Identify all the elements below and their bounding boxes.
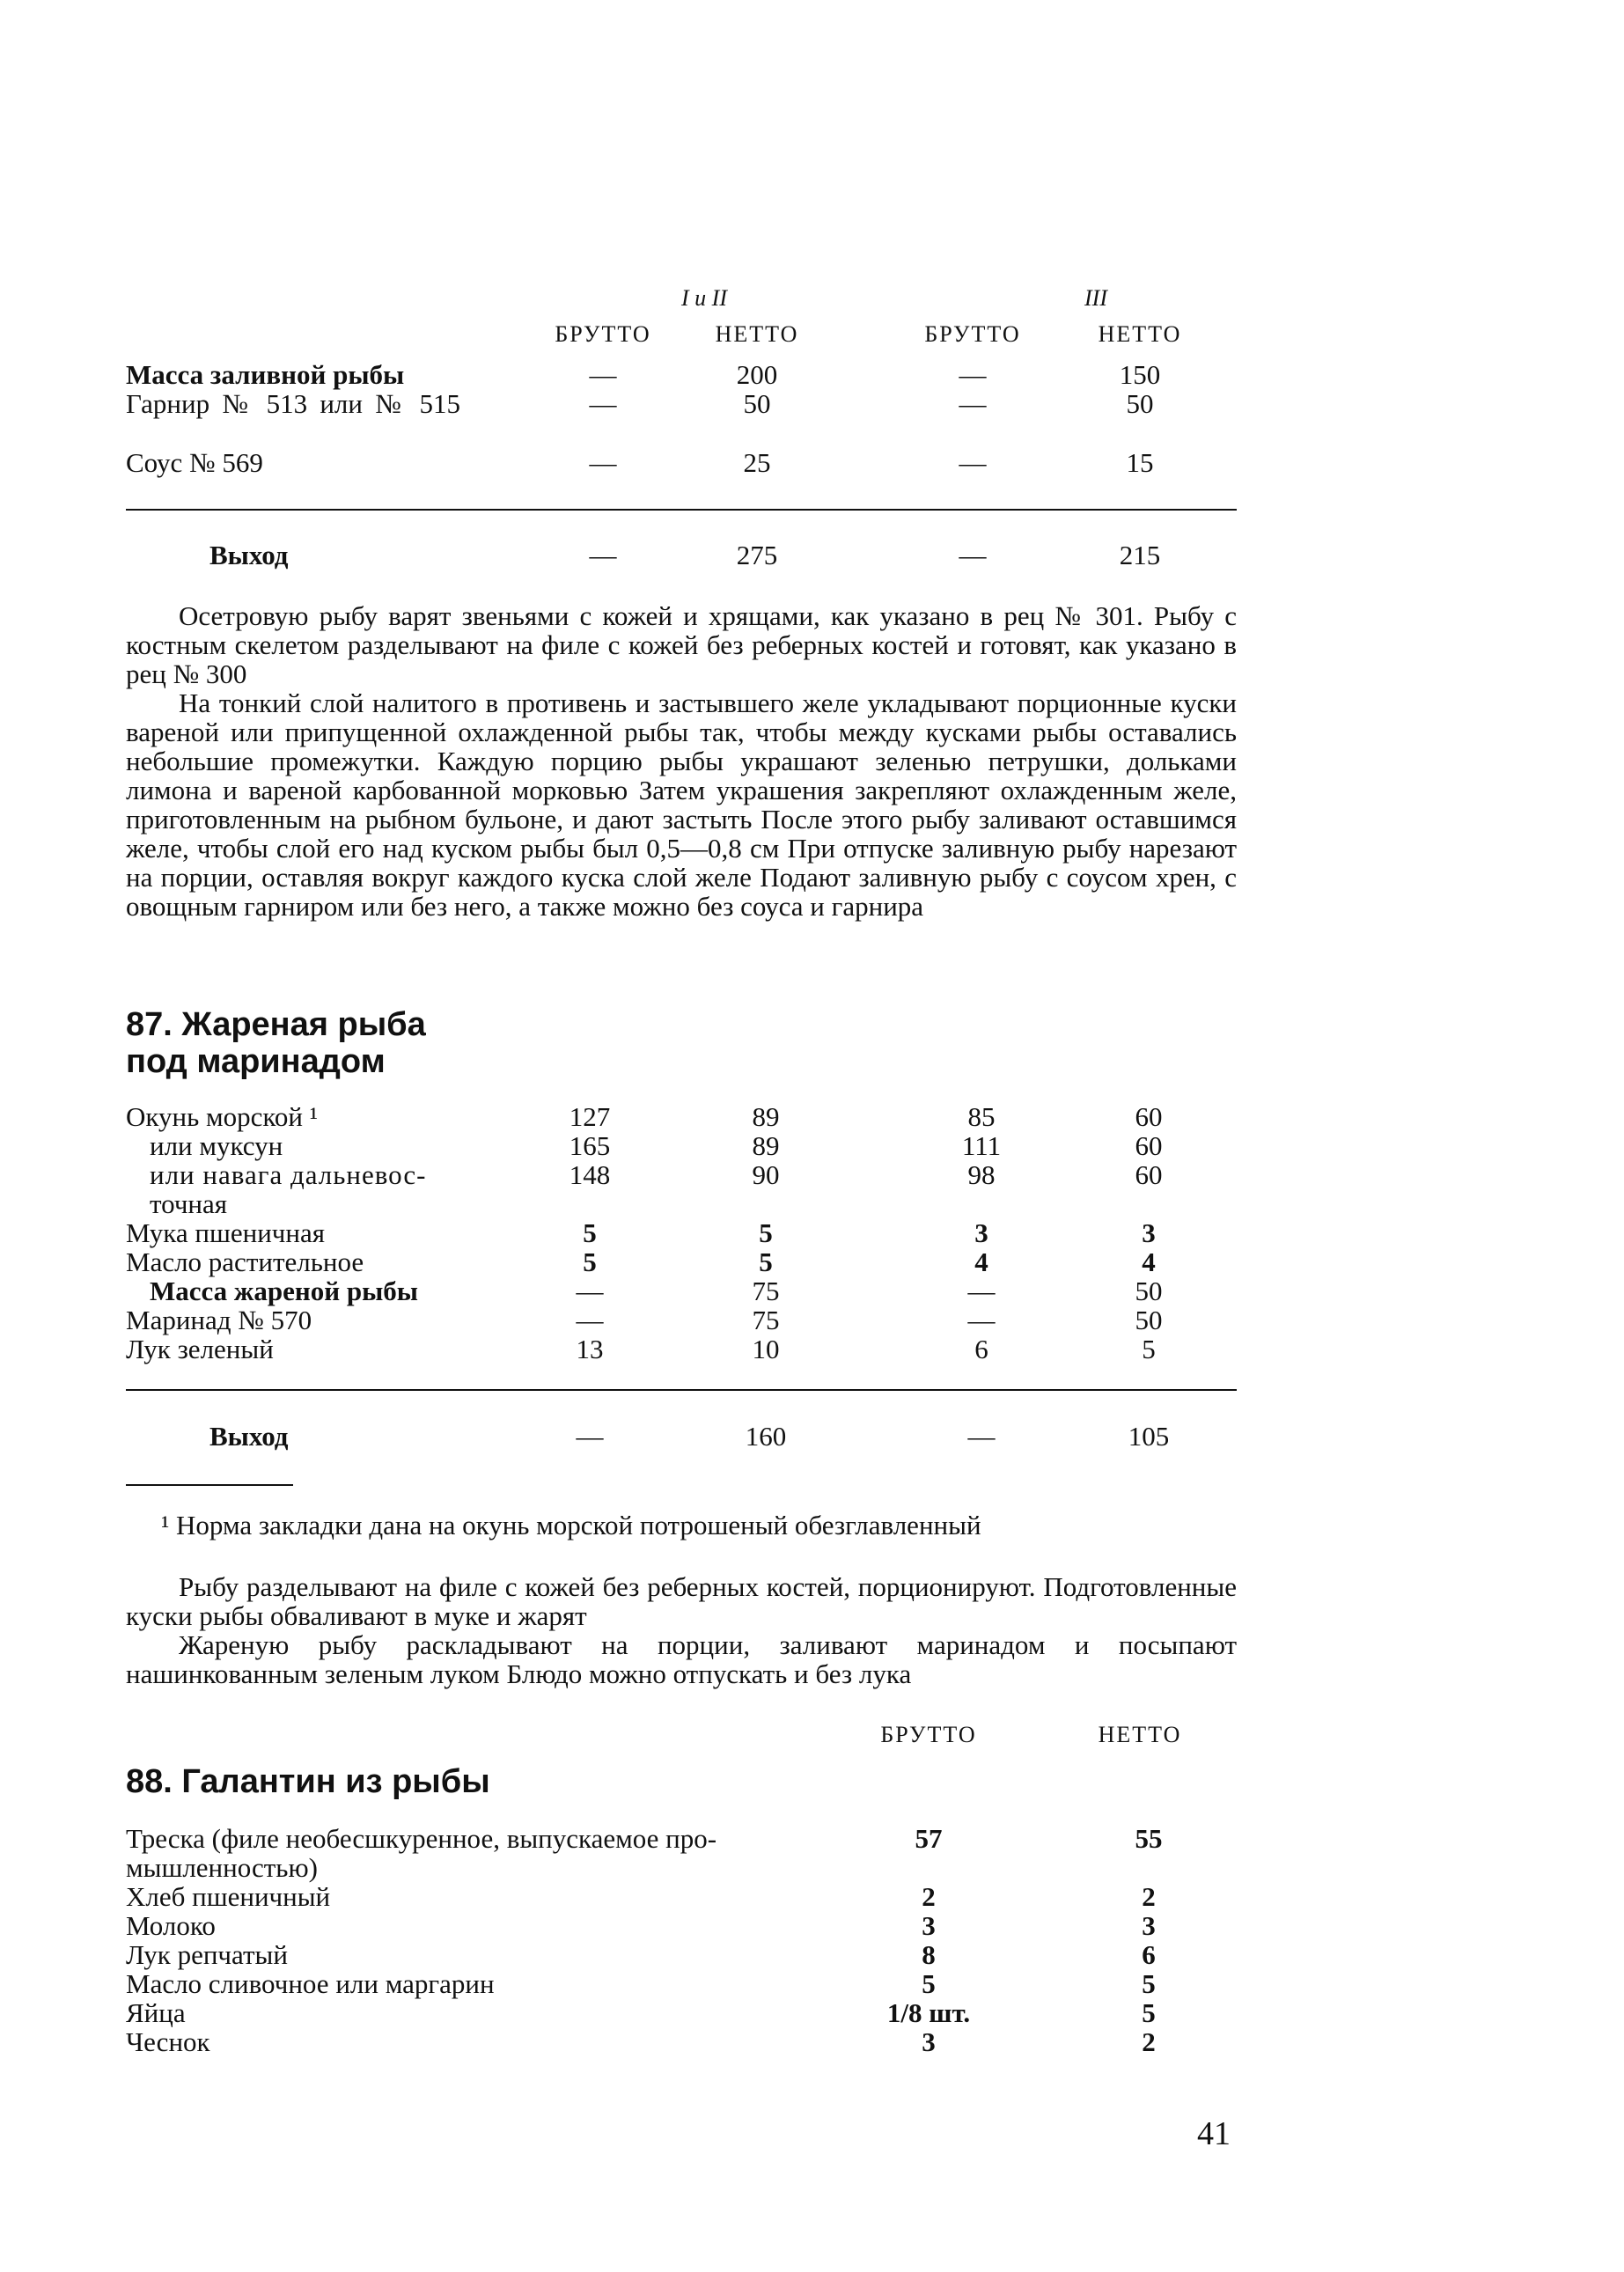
cell: 148 xyxy=(569,1159,611,1190)
cell: 8 xyxy=(922,1939,936,1970)
cell: 60 xyxy=(1135,1130,1163,1161)
cell: 55 xyxy=(1135,1823,1163,1854)
cell: — xyxy=(589,359,617,390)
col-header-brutto-1: БРУТТО xyxy=(555,321,651,347)
cell: 60 xyxy=(1135,1101,1163,1132)
col-header-netto-1: НЕТТО xyxy=(715,321,799,347)
cell: 5 xyxy=(759,1217,773,1248)
cell: 89 xyxy=(752,1130,780,1161)
cell: 2 xyxy=(1142,1881,1156,1912)
row-name: Гарнир № 513 или № 515 xyxy=(126,388,460,419)
cell: 10 xyxy=(752,1334,780,1364)
cell: 5 xyxy=(1142,1334,1156,1364)
row-name: Масса заливной рыбы xyxy=(126,359,405,390)
cell: 85 xyxy=(967,1101,996,1132)
paragraph: Рыбу разделывают на филе с кожей без реберных костей, порционируют. Подготовленные куски рыбы обваливают в муке и жарят xyxy=(126,1571,1237,1631)
cell: 4 xyxy=(1142,1246,1156,1277)
cell: 98 xyxy=(967,1159,996,1190)
cell: 3 xyxy=(922,2026,936,2057)
row-name: Масло растительное xyxy=(126,1246,364,1277)
row-name: Лук зеленый xyxy=(126,1334,274,1364)
row-name: или навага дальневос- xyxy=(150,1159,427,1190)
page-number: 41 xyxy=(1197,2115,1231,2152)
recipe87-title-line1: 87. Жареная рыба xyxy=(126,1006,426,1043)
col-header-brutto-2: БРУТТО xyxy=(924,321,1021,347)
cell: — xyxy=(959,447,987,478)
cell: 1/8 шт. xyxy=(886,1997,971,2028)
group-header-3: III xyxy=(1084,285,1107,311)
cell: 75 xyxy=(752,1276,780,1306)
cell: 3 xyxy=(1142,1910,1156,1941)
row-name: Яйца xyxy=(126,1997,186,2028)
cell: — xyxy=(576,1305,604,1335)
cell: 15 xyxy=(1126,447,1154,478)
cell: 90 xyxy=(752,1159,780,1190)
row-name: Маринад № 570 xyxy=(126,1305,312,1335)
cell: — xyxy=(967,1305,996,1335)
cell: — xyxy=(576,1421,604,1452)
row-name: Треска (филе необесшкуренное, выпускаемое про- xyxy=(126,1823,717,1854)
cell: 150 xyxy=(1119,359,1161,390)
recipe87-rule xyxy=(126,1389,1237,1391)
col-header-netto: НЕТТО xyxy=(1098,1722,1182,1747)
row-name: или муксун xyxy=(150,1130,283,1161)
footnote xyxy=(126,1511,1237,1540)
recipe87-instructions xyxy=(126,1572,1237,1688)
cell: 57 xyxy=(915,1823,943,1854)
cell: 3 xyxy=(1142,1217,1156,1248)
cell: 5 xyxy=(1142,1968,1156,1999)
paragraph: На тонкий слой налитого в противень и застывшего желе укладывают порционные куски вареной или припущенной охлажденной рыбы так, чтобы между кусками рыбы оставались небольшие промежутки. Каждую порцию рыбы украшают зеленью петрушки, дольками лимона и вареной карбованной морковью Затем украшения закрепляют охлажденным желе, приготовленным на рыбном бульоне, и дают застыть После этого рыбу заливают оставшимся желе, чтобы слой его над куском рыбы был 0,5—0,8 см При отпуске заливную рыбу нарезают на порции, оставляя вокруг каждого куска слой желе Подают заливную рыбу с соусом хрен, с овощным гарниром или без него, а также можно без соуса и гарнира xyxy=(126,687,1237,922)
cell: 5 xyxy=(922,1968,936,1999)
footnote-text: ¹ Норма закладки дана на окунь морской потрошеный обезглавленный xyxy=(161,1510,981,1540)
row-name: Молоко xyxy=(126,1910,216,1941)
cell: 5 xyxy=(1142,1997,1156,2028)
col-header-netto-2: НЕТТО xyxy=(1098,321,1182,347)
recipe88-title: 88. Галантин из рыбы xyxy=(126,1763,490,1800)
cell: 6 xyxy=(1142,1939,1156,1970)
cell: — xyxy=(576,1276,604,1306)
recipe87-title-line2: под маринадом xyxy=(126,1043,386,1080)
cell: — xyxy=(589,447,617,478)
paragraph: Осетровую рыбу варят звеньями с кожей и хрящами, как указано в рец № 301. Рыбу с костным скелетом разделывают на филе с кожей без реберных костей и готовят, как указано в рец № 300 xyxy=(126,600,1237,689)
output-label: Выход xyxy=(209,540,289,570)
cell: 50 xyxy=(743,388,771,419)
cell: 5 xyxy=(759,1246,773,1277)
row-name: Масса жареной рыбы xyxy=(150,1276,419,1306)
col-header-brutto: БРУТТО xyxy=(880,1722,977,1747)
recipe86-instructions xyxy=(126,601,1237,921)
cell: 127 xyxy=(569,1101,611,1132)
cell: 3 xyxy=(922,1910,936,1941)
cell: — xyxy=(959,540,987,570)
cell: 160 xyxy=(745,1421,787,1452)
cell: 60 xyxy=(1135,1159,1163,1190)
cell: 275 xyxy=(736,540,778,570)
cell: 6 xyxy=(974,1334,988,1364)
footnote-rule xyxy=(126,1484,293,1486)
cell: — xyxy=(959,388,987,419)
cell: — xyxy=(959,359,987,390)
cell: 105 xyxy=(1128,1421,1170,1452)
row-name: Мука пшеничная xyxy=(126,1217,325,1248)
cell: — xyxy=(967,1421,996,1452)
row-name: Окунь морской ¹ xyxy=(126,1101,318,1132)
cell: 25 xyxy=(743,447,771,478)
cell: 2 xyxy=(922,1881,936,1912)
cell: — xyxy=(589,540,617,570)
row-name: Чеснок xyxy=(126,2026,210,2057)
cell: 4 xyxy=(974,1246,988,1277)
cell: 50 xyxy=(1135,1305,1163,1335)
paragraph: Жареную рыбу раскладывают на порции, заливают маринадом и посыпают нашинкованным зеленым луком Блюдо можно отпускать и без лука xyxy=(126,1629,1237,1689)
cell: 3 xyxy=(974,1217,988,1248)
row-name: точная xyxy=(150,1188,228,1219)
row-name: мышленностью) xyxy=(126,1852,318,1883)
row-name: Масло сливочное или маргарин xyxy=(126,1968,495,1999)
table1-rule xyxy=(126,509,1237,511)
cell: 13 xyxy=(576,1334,604,1364)
cell: — xyxy=(589,388,617,419)
cell: 215 xyxy=(1119,540,1161,570)
cell: 50 xyxy=(1126,388,1154,419)
cell: — xyxy=(967,1276,996,1306)
cell: 89 xyxy=(752,1101,780,1132)
cell: 200 xyxy=(736,359,778,390)
output-label: Выход xyxy=(209,1421,289,1452)
row-name: Лук репчатый xyxy=(126,1939,288,1970)
group-header-1-2: I и II xyxy=(681,285,727,311)
row-name: Хлеб пшеничный xyxy=(126,1881,331,1912)
cell: 5 xyxy=(583,1246,597,1277)
cell: 165 xyxy=(569,1130,611,1161)
cell: 5 xyxy=(583,1217,597,1248)
cell: 111 xyxy=(961,1130,1002,1161)
cell: 50 xyxy=(1135,1276,1163,1306)
cell: 75 xyxy=(752,1305,780,1335)
cell: 2 xyxy=(1142,2026,1156,2057)
row-name: Соус № 569 xyxy=(126,447,263,478)
